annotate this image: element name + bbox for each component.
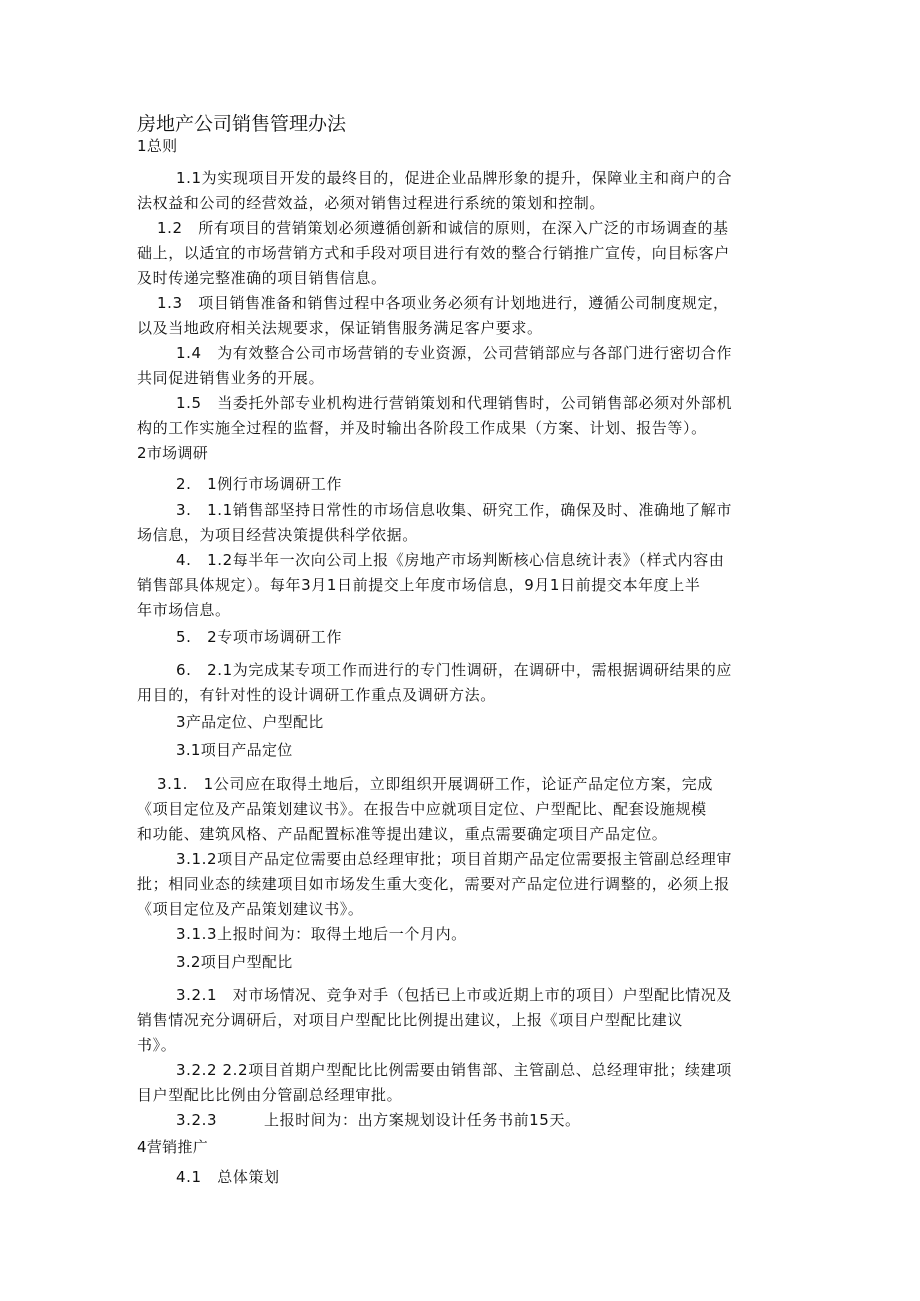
paragraph-line: 3.2.3 上报时间为：出方案规划设计任务书前15天。 — [176, 1111, 581, 1129]
paragraph-line: 销售部具体规定）。每年3月1日前提交上年度市场信息，9月1日前提交本年度上半 — [137, 576, 701, 594]
paragraph-line: 共同促进销售业务的开展。 — [137, 369, 325, 387]
subsection-heading: 4.1 总体策划 — [176, 1168, 280, 1186]
section-heading: 1总则 — [137, 137, 178, 155]
paragraph-line: 批；相同业态的续建项目如市场发生重大变化，需要对产品定位进行调整的，必须上报 — [137, 875, 730, 893]
paragraph-line: 1.2 所有项目的营销策划必须遵循创新和诚信的原则，在深入广泛的市场调查的基 — [157, 219, 729, 237]
subsection-heading: 3.1项目产品定位 — [176, 741, 293, 759]
paragraph-line: 3.1.3上报时间为：取得土地后一个月内。 — [176, 925, 467, 943]
paragraph-line: 《项目定位及产品策划建议书》。 — [137, 900, 364, 918]
paragraph-line: 1.4 为有效整合公司市场营销的专业资源，公司营销部应与各部门进行密切合作 — [176, 344, 733, 362]
paragraph-line: 3.2.1 对市场情况、竞争对手（包括已上市或近期上市的项目）户型配比情况及 — [176, 986, 732, 1004]
paragraph-line: 6. 2.1为完成某专项工作而进行的专门性调研，在调研中，需根据调研结果的应 — [176, 661, 732, 679]
paragraph-line: 3.2.2 2.2项目首期户型配比比例需要由销售部、主管副总、总经理审批；续建项 — [176, 1061, 732, 1079]
section-heading: 3产品定位、户型配比 — [176, 713, 324, 731]
paragraph-line: 书》。 — [137, 1036, 177, 1054]
subsection-heading: 3.2项目户型配比 — [176, 953, 293, 971]
paragraph-line: 以及当地政府相关法规要求，保证销售服务满足客户要求。 — [137, 319, 543, 337]
paragraph-line: 础上，以适宜的市场营销方式和手段对项目进行有效的整合行销推广宣传，向目标客户 — [137, 244, 730, 262]
paragraph-line: 1.3 项目销售准备和销售过程中各项业务必须有计划地进行，遵循公司制度规定， — [157, 294, 729, 312]
paragraph-line: 4. 1.2每半年一次向公司上报《房地产市场判断核心信息统计表》（样式内容由 — [176, 551, 725, 569]
paragraph-line: 年市场信息。 — [137, 601, 231, 619]
section-heading: 2市场调研 — [137, 444, 209, 462]
paragraph-line: 法权益和公司的经营效益，必须对销售过程进行系统的策划和控制。 — [137, 194, 606, 212]
paragraph-line: 5. 2专项市场调研工作 — [176, 628, 343, 646]
paragraph-line: 和功能、建筑风格、产品配置标准等提出建议，重点需要确定项目产品定位。 — [137, 825, 668, 843]
paragraph-line: 3. 1.1销售部坚持日常性的市场信息收集、研究工作，确保及时、准确地了解市 — [176, 501, 732, 519]
paragraph-line: 《项目定位及产品策划建议书》。在报告中应就项目定位、户型配比、配套设施规模 — [137, 800, 707, 818]
paragraph-line: 2. 1例行市场调研工作 — [176, 475, 343, 493]
paragraph-line: 3.1.2项目产品定位需要由总经理审批；项目首期产品定位需要报主管副总经理审 — [176, 850, 732, 868]
paragraph-line: 场信息，为项目经营决策提供科学依据。 — [137, 526, 418, 544]
paragraph-line: 销售情况充分调研后，对项目户型配比比例提出建议，上报《项目户型配比建议 — [137, 1011, 684, 1029]
paragraph-line: 及时传递完整准确的项目销售信息。 — [137, 269, 387, 287]
paragraph-line: 1.5 当委托外部专业机构进行营销策划和代理销售时，公司销售部必须对外部机 — [176, 394, 733, 412]
section-heading: 4营销推广 — [137, 1138, 209, 1156]
paragraph-line: 1.1为实现项目开发的最终目的，促进企业品牌形象的提升，保障业主和商户的合 — [176, 169, 733, 187]
document-title: 房地产公司销售管理办法 — [137, 113, 347, 135]
paragraph-line: 目户型配比比例由分管副总经理审批。 — [137, 1086, 403, 1104]
paragraph-line: 3.1. 1公司应在取得土地后，立即组织开展调研工作，论证产品定位方案，完成 — [157, 775, 713, 793]
paragraph-line: 构的工作实施全过程的监督，并及时输出各阶段工作成果（方案、计划、报告等）。 — [137, 419, 707, 437]
paragraph-line: 用目的，有针对性的设计调研工作重点及调研方法。 — [137, 686, 496, 704]
